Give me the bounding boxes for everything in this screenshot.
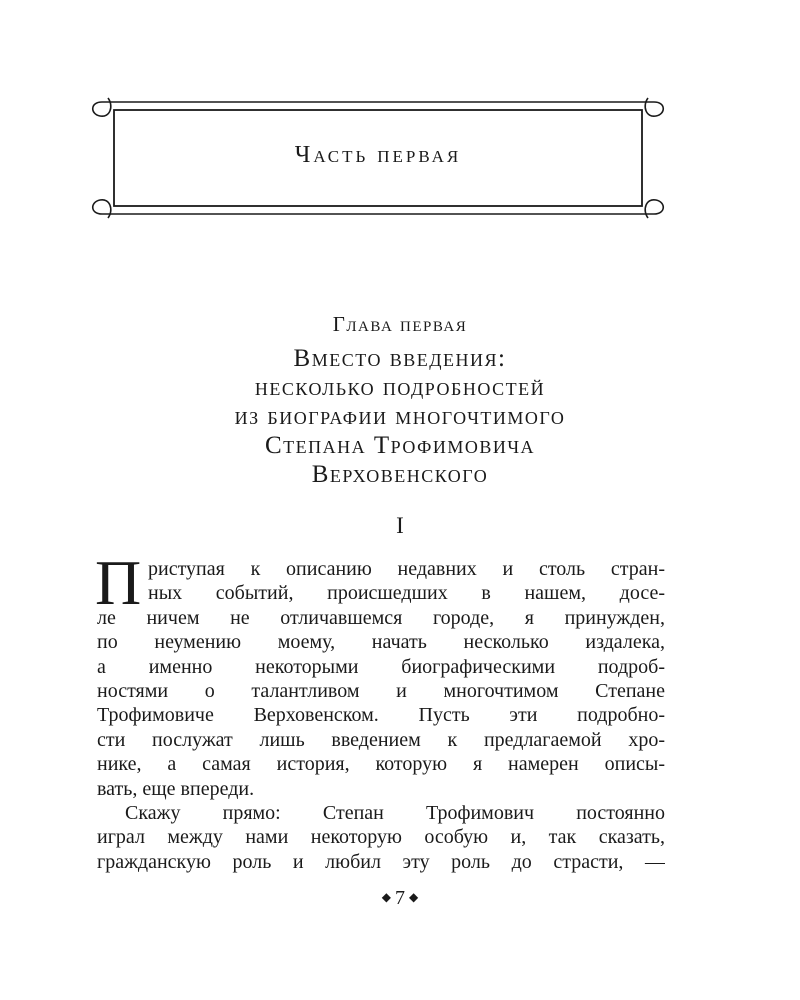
page-folio xyxy=(0,887,800,910)
chapter-title-line: Верховенского xyxy=(311,461,489,488)
text-line: гражданскую роль и любил эту роль до страсти, — xyxy=(97,850,665,873)
text-line: риступая к описанию недавних и столь стран- xyxy=(148,558,665,580)
text-line: вать, еще впереди. xyxy=(97,777,255,800)
text-line: ле ничем не отличавшемся городе, я принужден, xyxy=(97,606,665,629)
text-line: играл между нами некоторую особую и, так сказать, xyxy=(97,826,665,849)
page-number: 7 xyxy=(395,887,405,909)
chapter-label: Глава первая xyxy=(332,312,468,336)
chapter-title-line: Вместо введения: xyxy=(293,345,507,372)
drop-cap: П xyxy=(95,547,142,618)
text-line: ностями о талантливом и многочтимом Степане xyxy=(97,679,665,702)
ornament-right-icon: ◆ xyxy=(409,890,419,904)
chapter-title-line: Степана Трофимовича xyxy=(264,432,536,459)
text-line: нике, а самая история, которую я намерен описы- xyxy=(97,753,665,776)
chapter-title-line: несколько подробностей xyxy=(254,374,546,401)
text-line: Скажу прямо: Степан Трофимович постоянно xyxy=(125,801,665,824)
text-line: а именно некоторыми биографическими подроб- xyxy=(97,655,665,678)
chapter-title-line: из биографии многочтимого xyxy=(234,403,566,430)
text-line: сти послужат лишь введением к предлагаемой хро- xyxy=(97,728,665,751)
text-line: ных событий, происшедших в нашем, досе- xyxy=(148,582,665,605)
section-number: I xyxy=(396,513,404,538)
part-title: Часть первая xyxy=(294,142,462,168)
chapter-title xyxy=(0,344,800,489)
body-text xyxy=(95,547,665,874)
part-title-frame xyxy=(88,92,668,222)
ornament-left-icon: ◆ xyxy=(381,890,391,904)
text-line: по неумению моему, начать несколько издалека, xyxy=(97,631,665,654)
text-line: Трофимовиче Верховенском. Пусть эти подробно- xyxy=(97,704,665,727)
